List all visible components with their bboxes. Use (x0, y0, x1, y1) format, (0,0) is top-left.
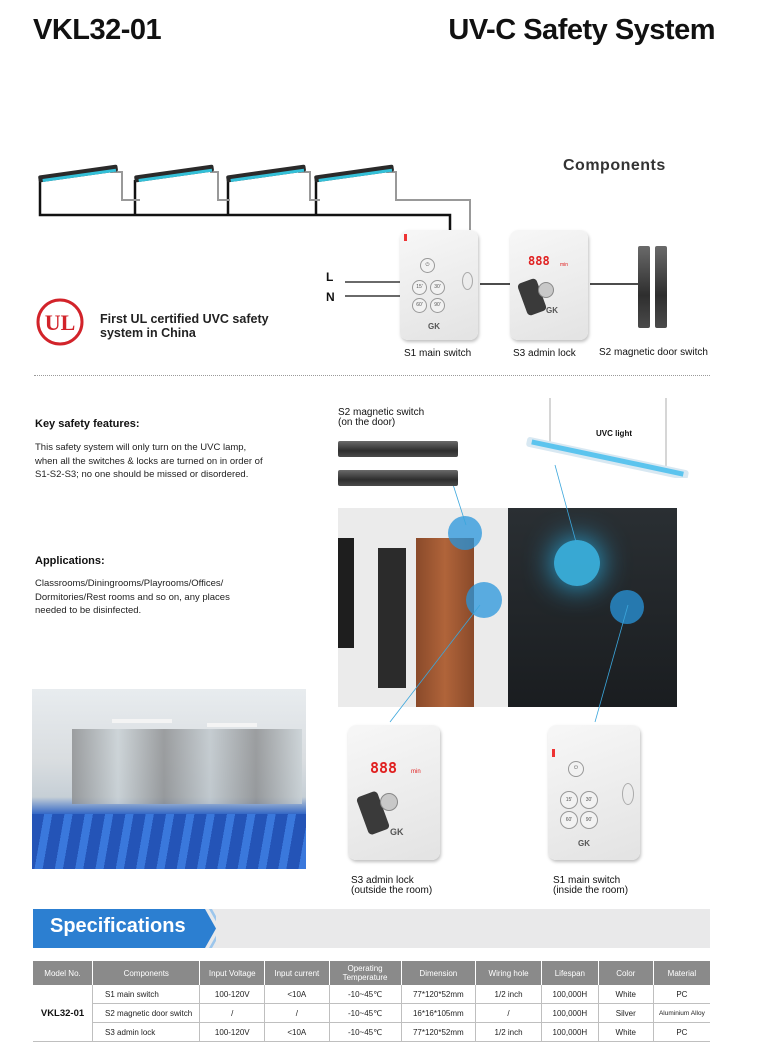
cell-component: S3 admin lock (93, 1023, 200, 1042)
column-header: Wiring hole (476, 961, 542, 985)
classroom-photo (32, 689, 306, 869)
column-header: Operating Temperature (329, 961, 401, 985)
keyhole-icon (538, 282, 554, 298)
s2-callout-label: S2 magnetic switch (on the door) (338, 407, 425, 428)
cell-component: S1 main switch (93, 985, 200, 1004)
cell-material: Aluminium Alloy (653, 1004, 710, 1023)
s1-callout-label: S1 main switch (inside the room) (553, 875, 629, 896)
svg-text:UL: UL (44, 310, 76, 335)
power-icon: ⏻ (568, 761, 584, 777)
table-row (33, 1004, 710, 1023)
column-header: Material (653, 961, 710, 985)
features-text: This safety system will only turn on the UVC lamp, when all the switches & locks are turned on in order of S1-S2-S3; no one should be missed or disordered. (35, 442, 263, 480)
column-header: Input current (265, 961, 329, 985)
cell-voltage: 100-120V (200, 1023, 265, 1042)
cell-color: White (598, 985, 653, 1004)
cell-lifespan: 100,000H (542, 1023, 599, 1042)
features-heading: Key safety features: (35, 418, 140, 430)
s1-main-switch-image (400, 230, 478, 340)
components-heading: Components (563, 157, 666, 174)
divider (34, 375, 710, 376)
brand-logo: GK (578, 839, 590, 848)
column-header: Model No. (33, 961, 93, 985)
page-title: UV-C Safety System (448, 14, 715, 46)
cell-dimension: 16*16*105mm (401, 1004, 476, 1023)
cell-temperature: -10~45℃ (329, 985, 401, 1004)
magnet-bar-icon (338, 441, 458, 457)
uvc-light-icon (520, 398, 690, 478)
uvc-lamp-icon (314, 164, 394, 182)
column-header: Components (93, 961, 200, 985)
ul-certification-text: First UL certified UVC safety system in China (100, 312, 269, 340)
s3-admin-lock-photo (348, 725, 440, 860)
cell-current: <10A (265, 985, 329, 1004)
cell-current: / (265, 1004, 329, 1023)
table-row (33, 1023, 710, 1042)
timer-key: 30' (580, 791, 598, 809)
wiring-hole-icon (462, 272, 473, 290)
specifications-table (33, 961, 710, 1042)
brand-logo: GK (428, 322, 440, 331)
display-unit: min (411, 769, 421, 775)
cell-voltage: 100-120V (200, 985, 265, 1004)
s3-caption: S3 admin lock (513, 348, 576, 359)
s3-callout-label: S3 admin lock (outside the room) (351, 875, 433, 896)
line-label: L (326, 270, 334, 284)
specifications-title: Specifications (50, 915, 186, 937)
led-indicator (404, 234, 407, 241)
cell-voltage: / (200, 1004, 265, 1023)
cell-lifespan: 100,000H (542, 1004, 599, 1023)
magnet-bar-icon (638, 246, 650, 328)
timer-key: 90' (580, 811, 598, 829)
column-header: Lifespan (542, 961, 599, 985)
cell-component: S2 magnetic door switch (93, 1004, 200, 1023)
display-unit: min (560, 262, 569, 268)
applications-text: Classrooms/Diningrooms/Playrooms/Offices/ Dormitories/Rest rooms and so on, any places needed to be disinfected. (35, 578, 230, 616)
timer-key: 15' (560, 791, 578, 809)
power-icon: ⏻ (420, 258, 435, 273)
timer-key: 90' (430, 298, 445, 313)
keyhole-icon (380, 793, 398, 811)
cell-wiring: / (476, 1004, 542, 1023)
s2-caption: S2 magnetic door switch (599, 347, 708, 358)
magnet-bar-icon (655, 246, 667, 328)
timer-key: 15' (412, 280, 427, 295)
cell-lifespan: 100,000H (542, 985, 599, 1004)
cell-temperature: -10~45℃ (329, 1023, 401, 1042)
led-indicator (552, 749, 555, 757)
cell-temperature: -10~45℃ (329, 1004, 401, 1023)
cell-color: Silver (598, 1004, 653, 1023)
s1-main-switch-photo (548, 725, 640, 860)
s1-caption: S1 main switch (404, 348, 472, 359)
s3-admin-lock-image (510, 230, 588, 340)
timer-display: 888 (370, 759, 398, 777)
magnet-bar-icon (338, 470, 458, 486)
brand-logo: GK (546, 306, 558, 315)
table-row (33, 985, 710, 1004)
column-header: Input Voltage (200, 961, 265, 985)
cell-dimension: 77*120*52mm (401, 1023, 476, 1042)
cell-wiring: 1/2 inch (476, 1023, 542, 1042)
cell-wiring: 1/2 inch (476, 985, 542, 1004)
uvc-light-label: UVC light (596, 429, 632, 438)
cell-color: White (598, 1023, 653, 1042)
model-cell: VKL32-01 (33, 985, 93, 1042)
cell-material: PC (653, 1023, 710, 1042)
cell-dimension: 77*120*52mm (401, 985, 476, 1004)
neutral-label: N (326, 290, 335, 304)
ul-logo-icon (35, 296, 85, 348)
timer-display: 888 (528, 254, 550, 268)
timer-key: 60' (412, 298, 427, 313)
uvc-lamp-icon (134, 164, 214, 182)
column-header: Dimension (401, 961, 476, 985)
column-header: Color (598, 961, 653, 985)
applications-heading: Applications: (35, 555, 105, 567)
uvc-lamp-icon (38, 164, 118, 182)
timer-key: 60' (560, 811, 578, 829)
uvc-lamp-icon (226, 164, 306, 182)
wiring-hole-icon (622, 783, 634, 805)
table-header-row (33, 961, 710, 985)
brand-logo: GK (390, 827, 404, 837)
timer-key: 30' (430, 280, 445, 295)
model-number: VKL32-01 (33, 14, 162, 46)
cell-current: <10A (265, 1023, 329, 1042)
cell-material: PC (653, 985, 710, 1004)
